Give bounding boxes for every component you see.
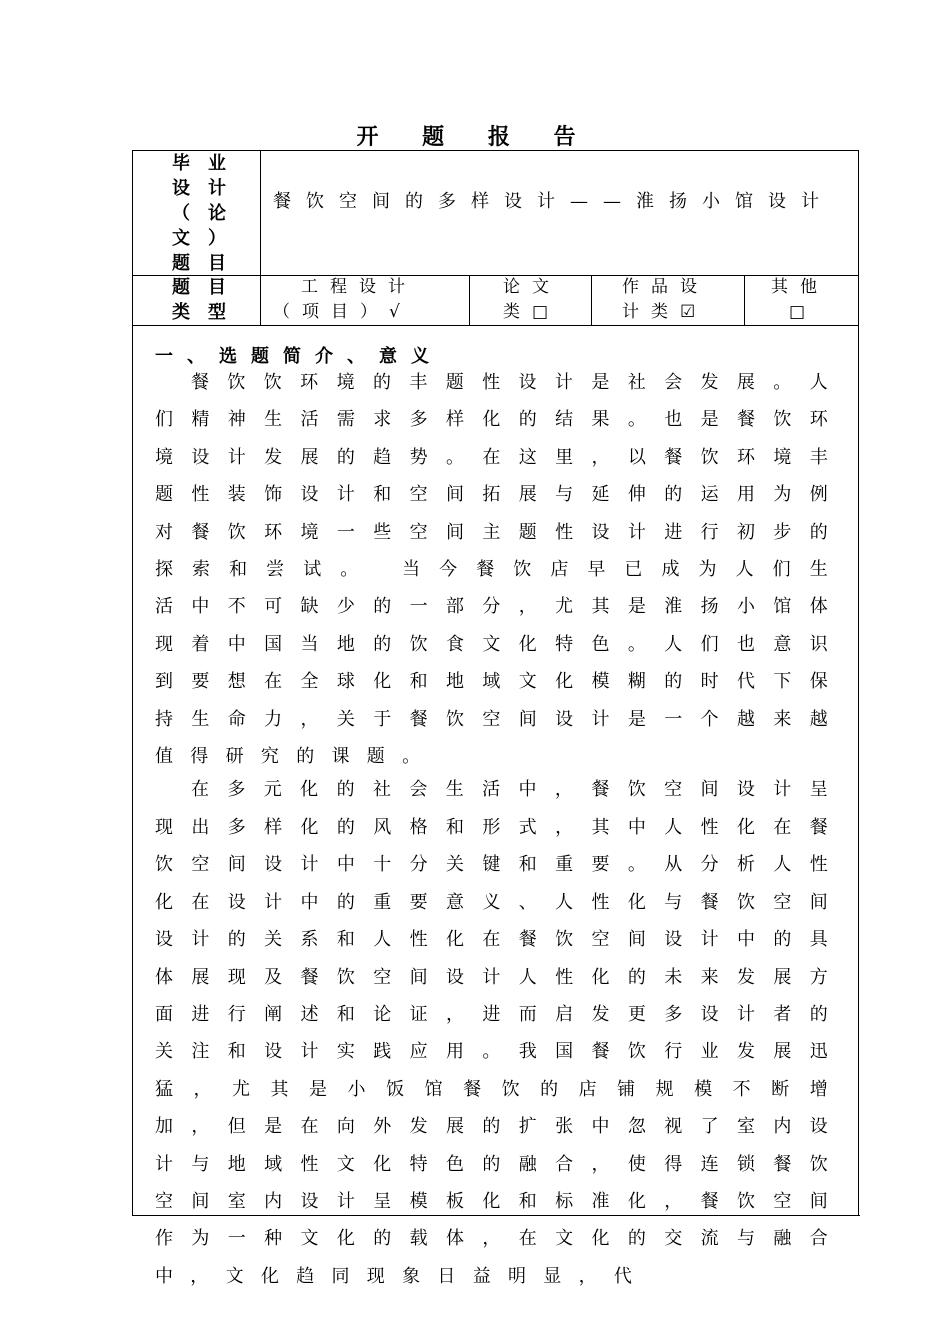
column-divider [744, 275, 745, 325]
option-line: 论文 [503, 277, 561, 297]
column-divider [260, 275, 261, 325]
topic-label [163, 151, 235, 276]
topic-label-char: ） [208, 228, 226, 249]
proposal-table [132, 150, 859, 1287]
type-option-thesis [503, 275, 561, 325]
column-divider [469, 275, 470, 325]
topic-label-char: 论 [208, 203, 226, 224]
topic-label-char: 设 [172, 178, 190, 199]
document-title: 开 题 报 告 [356, 124, 594, 150]
table-bottom-edge [132, 1215, 860, 1216]
type-label [163, 275, 235, 325]
option-line: （项目）√ [273, 302, 412, 322]
topic-label-char: 毕 [172, 153, 190, 174]
type-label-char: 型 [208, 302, 226, 323]
topic-row [133, 151, 858, 276]
type-row [133, 275, 858, 326]
topic-label-char: 文 [172, 228, 190, 249]
type-label-char: 题 [172, 277, 190, 298]
paragraph: 在多元化的社会生活中，餐饮空间设计呈现出多样化的风格和形式，其中人性化在餐饮空间设计中十分关键和重要。从分析人性化在设计中的重要意义、人性化与餐饮空间设计的关系和人性化在餐饮空间设计中的具体展现及餐饮空间设计人性化的未来发展方面进行阐述和论证，进而启发更多设计者的关注和设计实践应用。我国餐饮行业发展迅猛，尤其是小饭馆餐饮的店铺规模不断增加，但是在向外发展的扩张中忽视了室内设计与地域性文化特色的融合，使得连锁餐饮空间室内设计呈模板化和标准化，餐饮空间作为一种文化的载体，在文化的交流与融合中，文化趋同现象日益明显，代 [155, 779, 845, 1287]
option-line: 工程设计 [301, 277, 417, 297]
type-option-engineering [273, 275, 417, 325]
type-option-work [622, 275, 709, 325]
type-label-char: 类 [172, 302, 190, 323]
thesis-title-value: 餐饮空间的多样设计——淮扬小馆设计 [273, 191, 834, 212]
proposal-body [155, 347, 845, 1295]
option-line: 计类☑ [622, 302, 708, 322]
topic-label-char: 计 [208, 178, 226, 199]
option-line: 类□ [503, 302, 561, 322]
column-divider [591, 275, 592, 325]
topic-label-char: 目 [208, 253, 226, 274]
option-line: 其他 [771, 277, 829, 297]
type-label-char: 目 [208, 277, 226, 298]
column-divider [260, 151, 261, 275]
option-line: □ [789, 302, 818, 322]
section-heading: 一、选题简介、意义 [155, 346, 443, 367]
type-option-other [771, 275, 829, 325]
topic-label-char: 业 [208, 153, 226, 174]
topic-label-char: 题 [172, 253, 190, 274]
paragraph: 餐饮饮环境的丰题性设计是社会发展。人们精神生活需求多样化的结果。也是餐饮环境设计发展的趋势。在这里，以餐饮环境丰题性装饰设计和空间拓展与延伸的运用为例对餐饮环境一些空间主题性设计进行初步的探索和尝试。 当今餐饮店早已成为人们生活中不可缺少的一部分，尤其是淮扬小馆体现着中国当地的饮食文化特色。人们也意识到要想在全球化和地域文化模糊的时代下保持生命力，关于餐饮空间设计是一个越来越值得研究的课题。 [155, 372, 845, 768]
option-line: 作品设 [622, 277, 709, 297]
topic-label-char: （ [172, 203, 190, 224]
